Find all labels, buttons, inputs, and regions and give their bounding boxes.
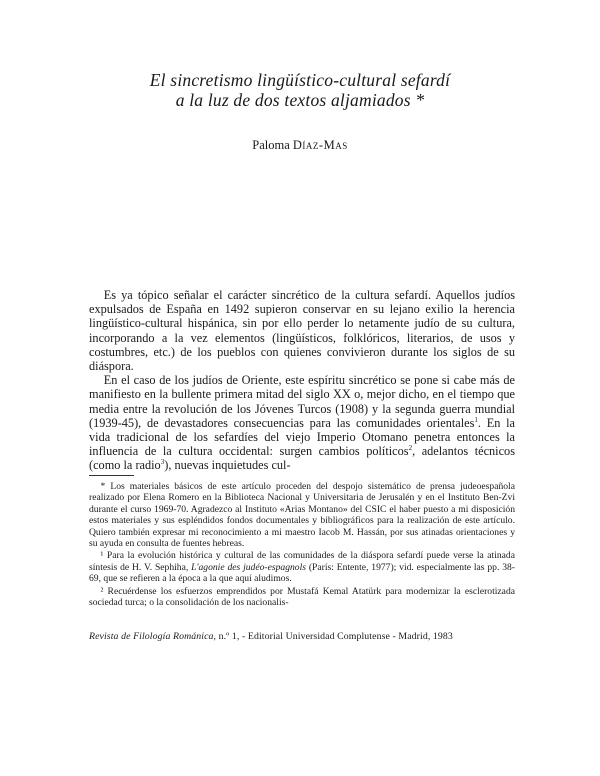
- journal-footer: [89, 631, 515, 642]
- footnote-1-part-a: ¹ Para la evolución histórica y cultural de las comunidades de la diáspora sefardí puede verse la atinada síntesis de H. V. Sephiha,: [89, 550, 515, 573]
- para2-part-d: ), nuevas inquietudes cul-: [164, 458, 291, 473]
- body-paragraph-2: [89, 373, 515, 472]
- author-last-name: Díaz-Mas: [292, 138, 348, 152]
- article-title-line-2: a la luz de dos textos aljamiados *: [175, 90, 425, 110]
- footnote-ref-3[interactable]: 3: [160, 458, 165, 467]
- footnote-1-part-b: (París: Entente, 1977); vid. especialmente las pp. 38-69, que se refieren a la época a la que aquí aludimos.: [89, 561, 515, 585]
- footnote-1: [89, 550, 515, 584]
- article-body: [89, 288, 515, 473]
- para2-part-b: . En la vida tradicional de los sefardíes del viejo Imperio Otomano penetra entonces la influencia de la cultura occidental: surgen cambios políticos: [89, 415, 516, 459]
- author-name: [0, 138, 600, 153]
- body-paragraph-1: Es ya tópico señalar el carácter sincrético de la cultura sefardí. Aquellos judíos expulsados de España en 1492 supieron conservar en su lejano exilio la herencia lingüístico-cultural hispánica, sin por ello perder lo netamente judío de su cultura, incorporando a la vez elementos (lingüísticos, folklóricos, literarios, de usos y costumbres, etc.) de los pueblos con quienes convivieron durante los siglos de su diáspora.: [89, 288, 515, 374]
- para2-part-c: , adelantos técnicos (como la radio: [89, 444, 515, 473]
- author-first-name: Paloma: [252, 138, 290, 152]
- para2-part-a: En el caso de los judíos de Oriente, este espíritu sincrético se pone si cabe más de manifiesto en la bullente primera mitad del siglo XX o, mejor dicho, en el tiempo que media entre la revolución de los Jóvenes Turcos (1908) y la segunda guerra mundial (1939-45), de devastadores consecuencias para las comunidades orientales: [89, 373, 515, 430]
- journal-issue-info: , n.º 1, - Editorial Universidad Complutense - Madrid, 1983: [213, 631, 453, 642]
- footnote-ref-2[interactable]: 2: [408, 444, 413, 453]
- footnote-star: * Los materiales básicos de este artículo proceden del despojo sistemático de prensa judeoespañola realizado por Elena Romero en la Biblioteca Nacional y Universitaria de Jerusalén y en el Instituto Ben-Zvi durante el curso 1969-70. Agradezco al Instituto «Arias Montano» del CSIC el haber puesto a mi disposición estos materiales y sus espléndidos fondos documentales y bibliográficos para la realización de este artículo. Quiero también expresar mi reconocimiento a mi maestro Iacob M. Hassán, por sus atinadas orientaciones y su ayuda en consulta de fuentes hebreas.: [89, 481, 515, 550]
- footnote-separator: [89, 475, 134, 476]
- footnote-ref-1[interactable]: 1: [474, 415, 478, 424]
- journal-name: Revista de Filología Románica: [89, 631, 214, 642]
- footnote-1-book-title: L'agonie des judéo-espagnols: [191, 561, 306, 573]
- footnote-2: ² Recuérdense los esfuerzos emprendidos por Mustafá Kemal Atatürk para modernizar la esclerotizada sociedad turca; o la consolidación de los nacionalis-: [89, 585, 515, 609]
- footnotes: [89, 481, 515, 609]
- article-title-line-1: El sincretismo lingüístico-cultural sefardí: [149, 70, 451, 90]
